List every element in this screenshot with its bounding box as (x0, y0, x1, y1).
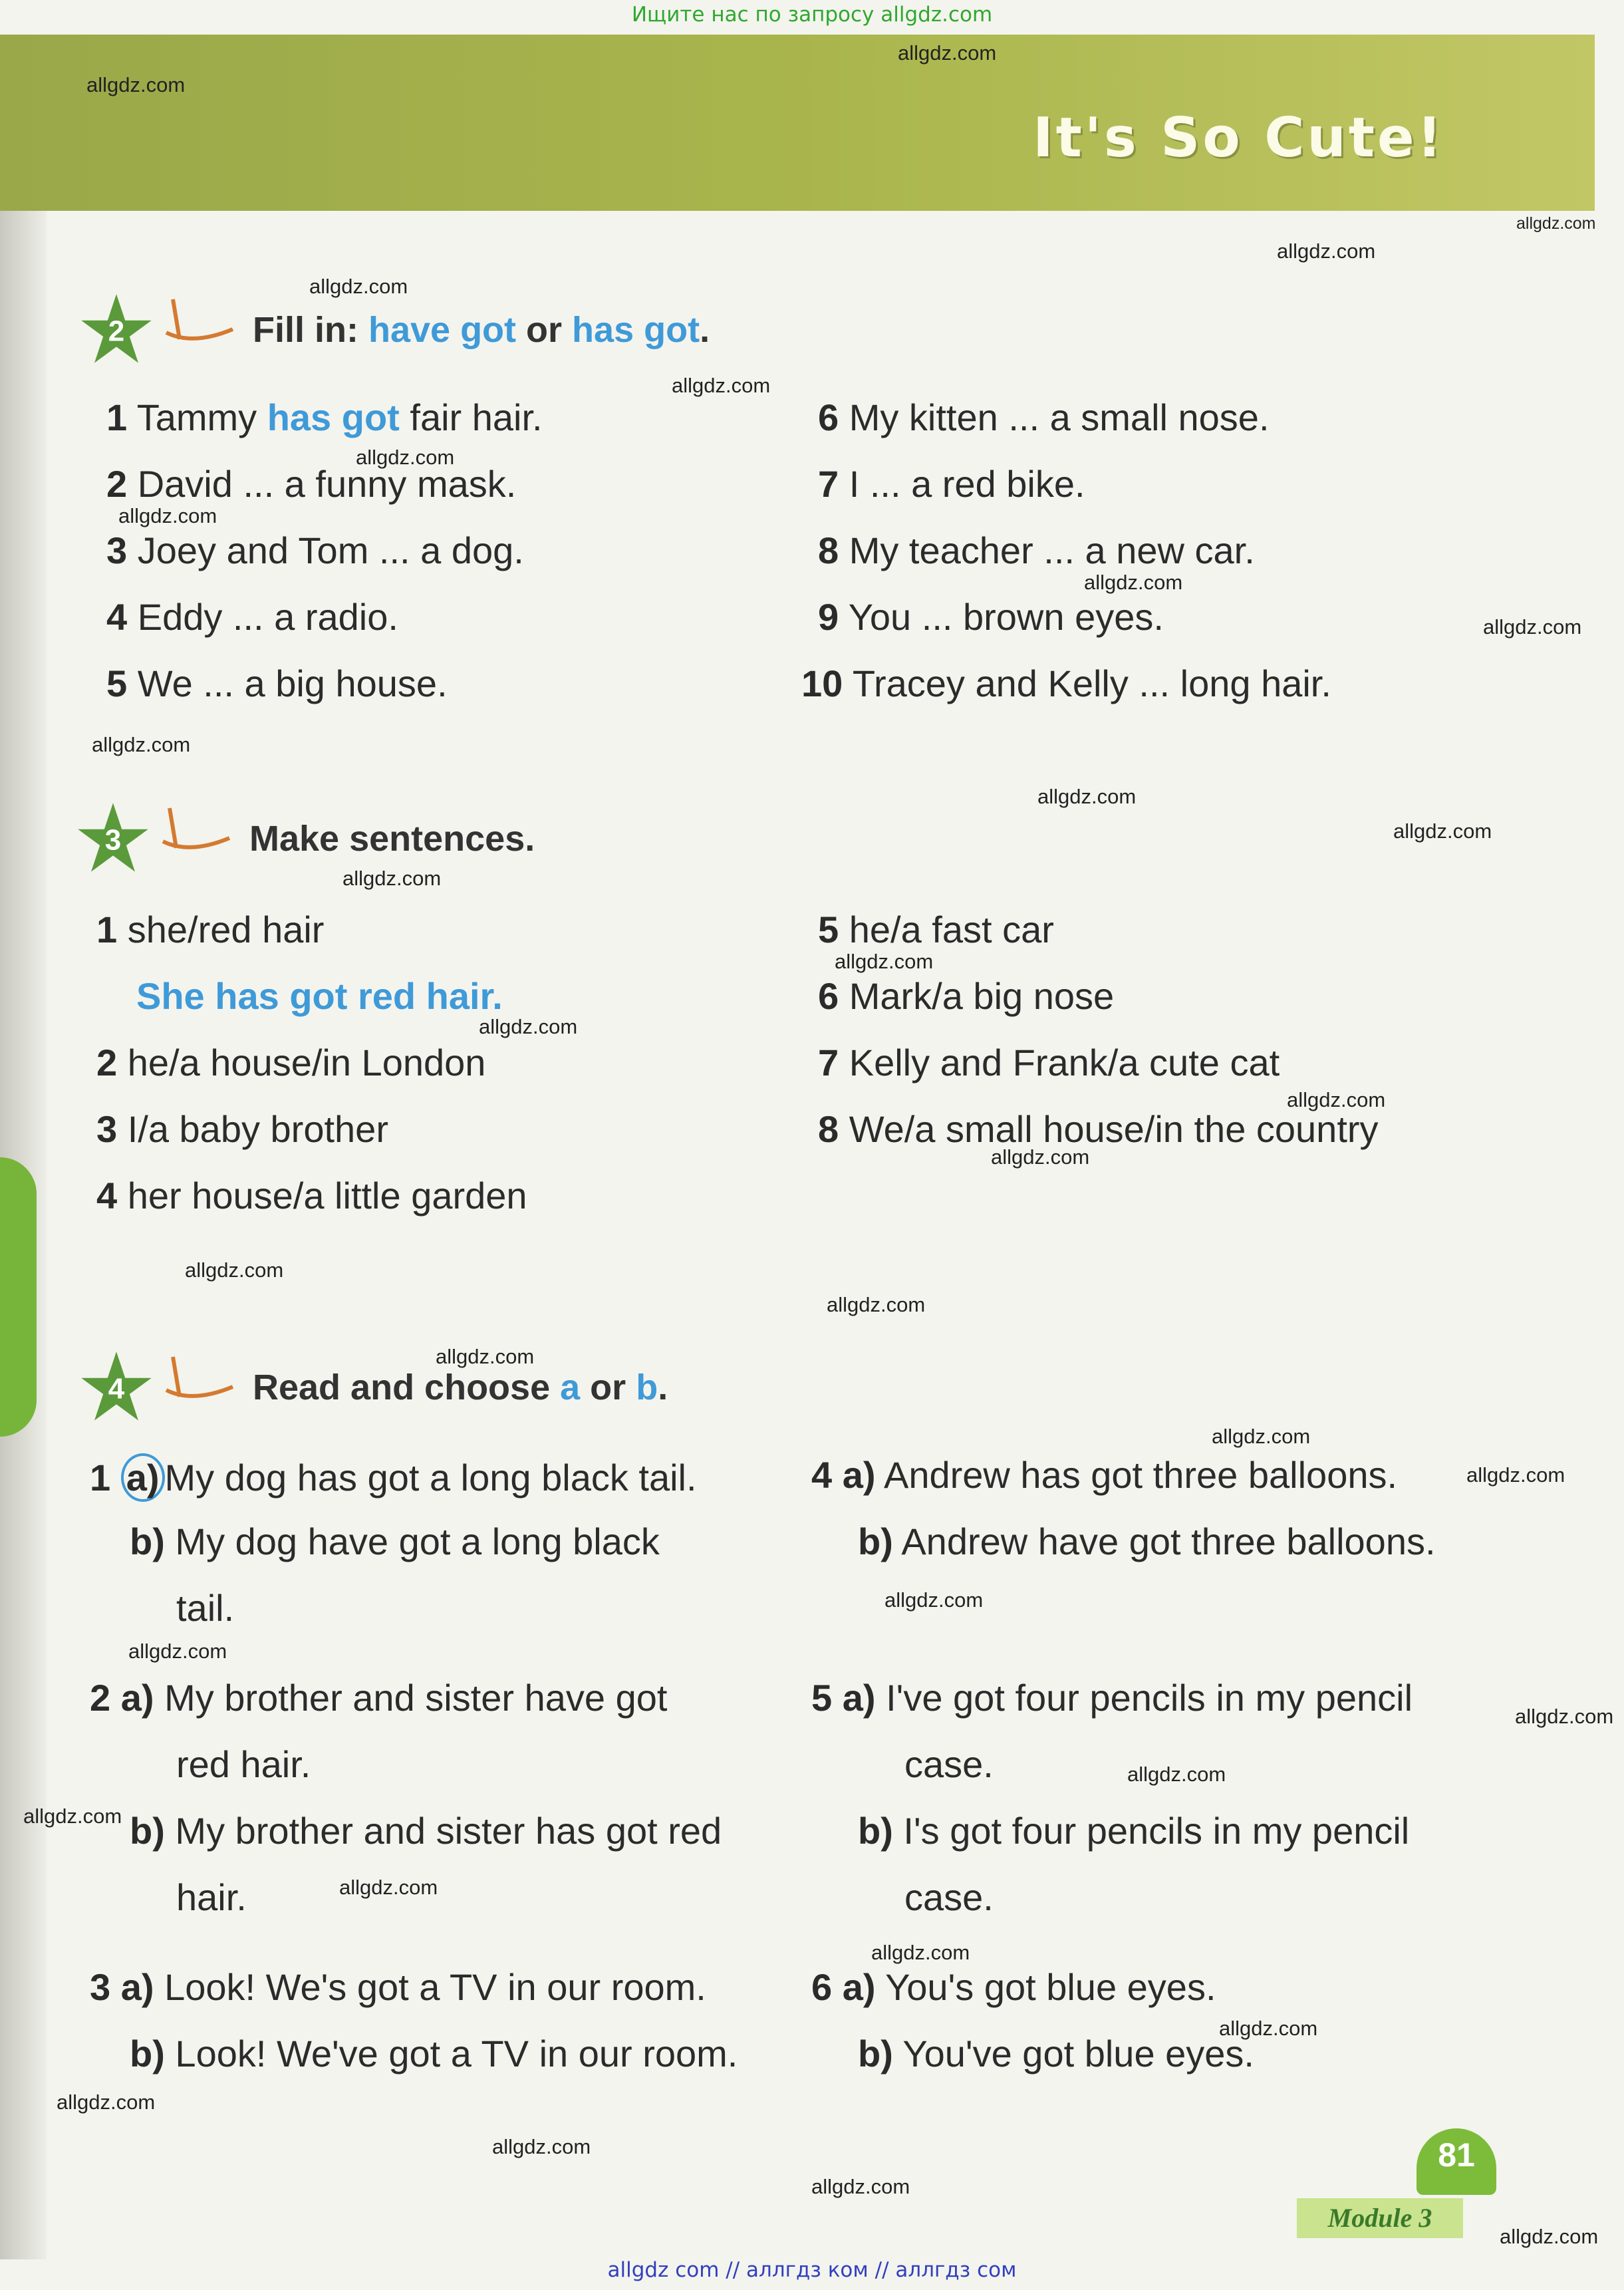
ex4-item-4a: 4 a) Andrew has got three balloons. (811, 1454, 1398, 1496)
watermark: allgdz.com (1483, 615, 1582, 639)
pencil-icon (160, 293, 239, 353)
watermark: allgdz.com (128, 1640, 227, 1663)
ex3-item-1: 1 she/red hair (96, 909, 325, 950)
watermark: allgdz.com (1500, 2225, 1599, 2248)
watermark: allgdz.com (339, 1876, 438, 1899)
ex3-item-8: 8 We/a small house/in the country (818, 1108, 1379, 1150)
watermark: allgdz.com (479, 1015, 578, 1038)
ex2-item-1: 1 Tammy has got fair hair. (106, 396, 543, 438)
watermark: allgdz.com (342, 867, 442, 890)
ex4-item-5a-cont: case. (904, 1743, 994, 1785)
ex4-item-4b: b) Andrew have got three balloons. (858, 1520, 1436, 1562)
ex4-item-5a: 5 a) I've got four pencils in my pencil (811, 1677, 1413, 1719)
ex3-item-3: 3 I/a baby brother (96, 1108, 388, 1150)
ex2-item-7: 7 I ... a red bike. (818, 463, 1085, 505)
ex2-item-8: 8 My teacher ... a new car. (818, 529, 1255, 571)
ex4-item-5b-cont: case. (904, 1876, 994, 1918)
watermark: allgdz.com (185, 1258, 284, 1282)
ex2-item-6: 6 My kitten ... a small nose. (818, 396, 1270, 438)
watermark: allgdz.com (898, 41, 997, 65)
exercise-3-star-icon (76, 801, 150, 875)
watermark: allgdz.com (86, 73, 186, 96)
exercise-4-title: Read and choose a or b. (253, 1367, 668, 1407)
watermark: allgdz.com (991, 1145, 1090, 1169)
watermark: allgdz.com (1037, 785, 1137, 808)
watermark: allgdz.com (492, 2135, 591, 2158)
ex4-item-2b: b) My brother and sister has got red (130, 1810, 722, 1852)
ex4-item-3b: b) Look! We've got a TV in our room. (130, 2033, 738, 2075)
exercise-2-star-icon (80, 293, 153, 366)
watermark: allgdz.com (1084, 571, 1183, 594)
ex3-item-5: 5 he/a fast car (818, 909, 1054, 950)
ex3-item-6: 6 Mark/a big nose (818, 975, 1115, 1017)
ex3-item-4: 4 her house/a little garden (96, 1175, 527, 1217)
watermark: allgdz.com (309, 275, 408, 298)
watermark: allgdz.com (672, 374, 771, 397)
page-number: 81 (1417, 2128, 1496, 2195)
svg-text:4: 4 (108, 1372, 125, 1405)
watermark: allgdz.com (827, 1293, 926, 1316)
watermark: allgdz.com (436, 1345, 535, 1368)
ex4-item-2b-cont: hair. (176, 1876, 247, 1918)
ex4-item-3a: 3 a) Look! We's got a TV in our room. (90, 1966, 706, 2008)
ex4-item-2a: 2 a) My brother and sister have got (90, 1677, 668, 1719)
watermark: allgdz.com (118, 504, 217, 527)
watermark: allgdz.com (1466, 1463, 1565, 1487)
ex2-item-2: 2 David ... a funny mask. (106, 463, 517, 505)
module-label: Module 3 (1297, 2198, 1463, 2238)
watermark: allgdz.com (811, 2175, 910, 2198)
pencil-icon (160, 1350, 239, 1410)
ex2-item-9: 9 You ... brown eyes. (818, 596, 1164, 638)
watermark: allgdz.com (1515, 1705, 1614, 1728)
ex2-item-4: 4 Eddy ... a radio. (106, 596, 398, 638)
watermark: allgdz.com (1219, 2017, 1318, 2040)
svg-text:3: 3 (104, 823, 122, 857)
bottom-link[interactable]: allgdz com // аллгдз ком // аллгдз сом (607, 2258, 1017, 2282)
pencil-icon (156, 801, 236, 861)
ex4-item-1b-cont: tail. (176, 1587, 235, 1629)
page-title: It's So Cute! (1033, 106, 1444, 170)
watermark: allgdz.com (835, 950, 934, 973)
exercise-4-star-icon (80, 1350, 153, 1423)
watermark: allgdz.com (1516, 214, 1596, 233)
watermark: allgdz.com (884, 1588, 984, 1612)
ex3-item-7: 7 Kelly and Frank/a cute cat (818, 1042, 1280, 1083)
top-link[interactable]: Ищите нас по запросу allgdz.com (631, 3, 993, 27)
watermark: allgdz.com (57, 2090, 156, 2114)
ex2-item-5: 5 We ... a big house. (106, 662, 448, 704)
watermark: allgdz.com (23, 1804, 122, 1828)
watermark: allgdz.com (871, 1941, 970, 1964)
ex3-item-2: 2 he/a house/in London (96, 1042, 486, 1083)
watermark: allgdz.com (356, 446, 455, 469)
exercise-2-title: Fill in: have got or has got. (253, 310, 710, 350)
ex4-item-5b: b) I's got four pencils in my pencil (858, 1810, 1410, 1852)
ex4-item-1a: 1 a) My dog has got a long black tail. (90, 1453, 697, 1502)
ex3-example-answer: She has got red hair. (136, 975, 503, 1017)
watermark: allgdz.com (1277, 239, 1376, 263)
watermark: allgdz.com (1287, 1088, 1386, 1111)
ex4-item-2a-cont: red hair. (176, 1743, 311, 1785)
ex4-item-6b: b) You've got blue eyes. (858, 2033, 1254, 2075)
ex4-item-6a: 6 a) You's got blue eyes. (811, 1966, 1216, 2008)
exercise-3-title: Make sentences. (249, 819, 535, 859)
watermark: allgdz.com (1127, 1763, 1226, 1786)
ex2-item-3: 3 Joey and Tom ... a dog. (106, 529, 524, 571)
watermark: allgdz.com (1212, 1425, 1311, 1448)
watermark: allgdz.com (1393, 819, 1492, 843)
ex4-item-1b: b) My dog have got a long black (130, 1520, 660, 1562)
ex2-item-10: 10 Tracey and Kelly ... long hair. (801, 662, 1331, 704)
frog-illustration (0, 1157, 37, 1437)
svg-text:2: 2 (108, 315, 125, 348)
watermark: allgdz.com (92, 733, 191, 756)
